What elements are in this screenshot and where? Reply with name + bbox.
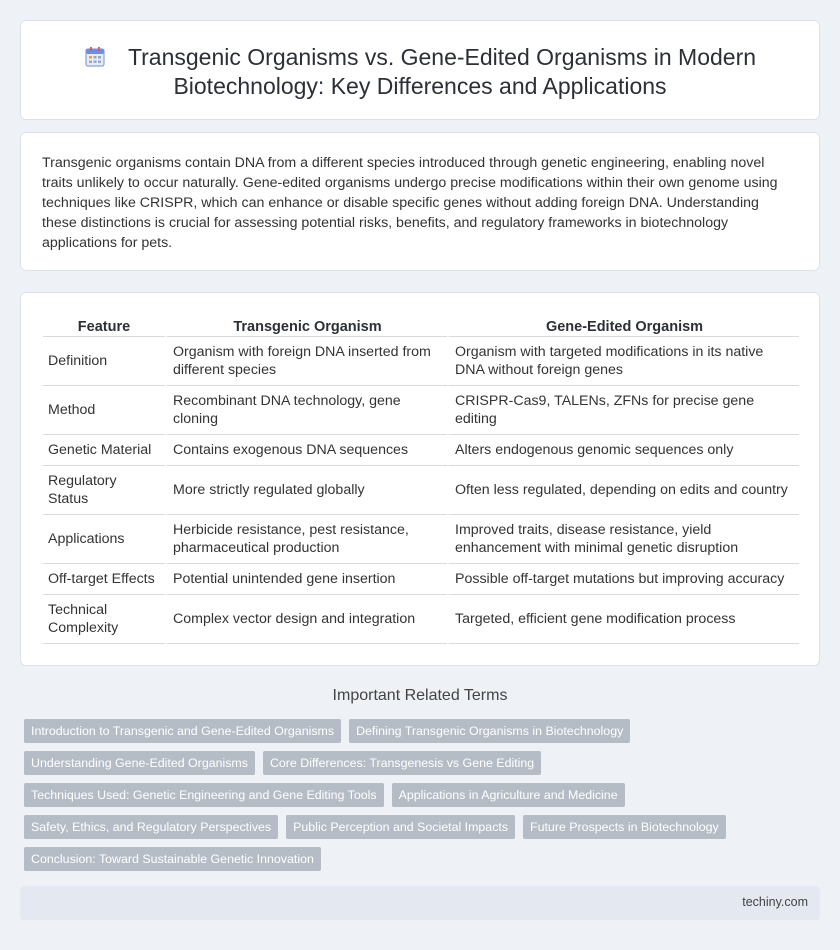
- column-header-feature: Feature: [43, 315, 165, 337]
- table-row: [43, 435, 799, 466]
- transgenic-cell: More strictly regulated globally: [165, 466, 447, 515]
- transgenic-cell: Recombinant DNA technology, gene cloning: [165, 386, 447, 435]
- column-header-gene-edited: Gene-Edited Organism: [447, 315, 799, 337]
- intro-card: [20, 132, 820, 271]
- related-term-tag[interactable]: Techniques Used: Genetic Engineering and Gene Editing Tools: [24, 783, 384, 807]
- row-label: Genetic Material: [43, 435, 165, 466]
- related-terms-heading: Important Related Terms: [332, 687, 508, 704]
- related-term-tag[interactable]: Future Prospects in Biotechnology: [523, 815, 726, 839]
- transgenic-cell: Complex vector design and integration: [165, 595, 447, 644]
- row-label: Off-target Effects: [43, 564, 165, 595]
- table-row: [43, 595, 799, 644]
- title-line-2: Biotechnology: Key Differences and Applications: [173, 73, 667, 99]
- gene-edited-cell: Possible off-target mutations but improving accuracy: [447, 564, 799, 595]
- transgenic-cell: Herbicide resistance, pest resistance, pharmaceutical production: [165, 515, 447, 564]
- gene-edited-cell: Alters endogenous genomic sequences only: [447, 435, 799, 466]
- footer: [20, 886, 820, 920]
- header-card: [20, 20, 820, 120]
- table-row: [43, 466, 799, 515]
- related-term-tag[interactable]: Understanding Gene-Edited Organisms: [24, 751, 255, 775]
- table-row: [43, 337, 799, 386]
- gene-edited-cell: Targeted, efficient gene modification process: [447, 595, 799, 644]
- table-row: [43, 515, 799, 564]
- row-label: Definition: [43, 337, 165, 386]
- gene-edited-cell: Improved traits, disease resistance, yield enhancement with minimal genetic disruption: [447, 515, 799, 564]
- row-label: Method: [43, 386, 165, 435]
- related-term-tag[interactable]: Safety, Ethics, and Regulatory Perspectives: [24, 815, 278, 839]
- table-row: [43, 564, 799, 595]
- gene-edited-cell: Organism with targeted modifications in its native DNA without foreign genes: [447, 337, 799, 386]
- gene-edited-cell: CRISPR-Cas9, TALENs, ZFNs for precise gene editing: [447, 386, 799, 435]
- footer-site-link[interactable]: techiny.com: [742, 895, 808, 909]
- comparison-table: [43, 315, 799, 644]
- transgenic-cell: Contains exogenous DNA sequences: [165, 435, 447, 466]
- related-term-tag[interactable]: Applications in Agriculture and Medicine: [392, 783, 625, 807]
- related-term-tag[interactable]: Core Differences: Transgenesis vs Gene Editing: [263, 751, 541, 775]
- column-header-transgenic: Transgenic Organism: [165, 315, 447, 337]
- row-label: Regulatory Status: [43, 466, 165, 515]
- transgenic-cell: Potential unintended gene insertion: [165, 564, 447, 595]
- row-label: Technical Complexity: [43, 595, 165, 644]
- intro-paragraph: Transgenic organisms contain DNA from a different species introduced through genetic engineering, enabling novel traits unlikely to occur naturally. Gene-edited organisms undergo precise modifications within their own genome using techniques like CRISPR, which can enhance or disable specific genes without adding foreign DNA. Understanding these distinctions is crucial for assessing potential risks, benefits, and regulatory frameworks in biotechnology applications for pets.: [42, 155, 778, 251]
- comparison-card: [20, 292, 820, 666]
- related-term-tag[interactable]: Conclusion: Toward Sustainable Genetic Innovation: [24, 847, 321, 871]
- related-terms-list: [24, 719, 814, 879]
- title-line-1: Transgenic Organisms vs. Gene-Edited Organisms in Modern: [127, 44, 757, 70]
- table-header-row: [43, 315, 799, 337]
- transgenic-cell: Organism with foreign DNA inserted from different species: [165, 337, 447, 386]
- gene-edited-cell: Often less regulated, depending on edits and country: [447, 466, 799, 515]
- table-row: [43, 386, 799, 435]
- related-term-tag[interactable]: Public Perception and Societal Impacts: [286, 815, 515, 839]
- related-term-tag[interactable]: Defining Transgenic Organisms in Biotechnology: [349, 719, 630, 743]
- row-label: Applications: [43, 515, 165, 564]
- related-term-tag[interactable]: Introduction to Transgenic and Gene-Edited Organisms: [24, 719, 341, 743]
- page-title: [61, 43, 779, 101]
- calendar-icon: [84, 46, 106, 68]
